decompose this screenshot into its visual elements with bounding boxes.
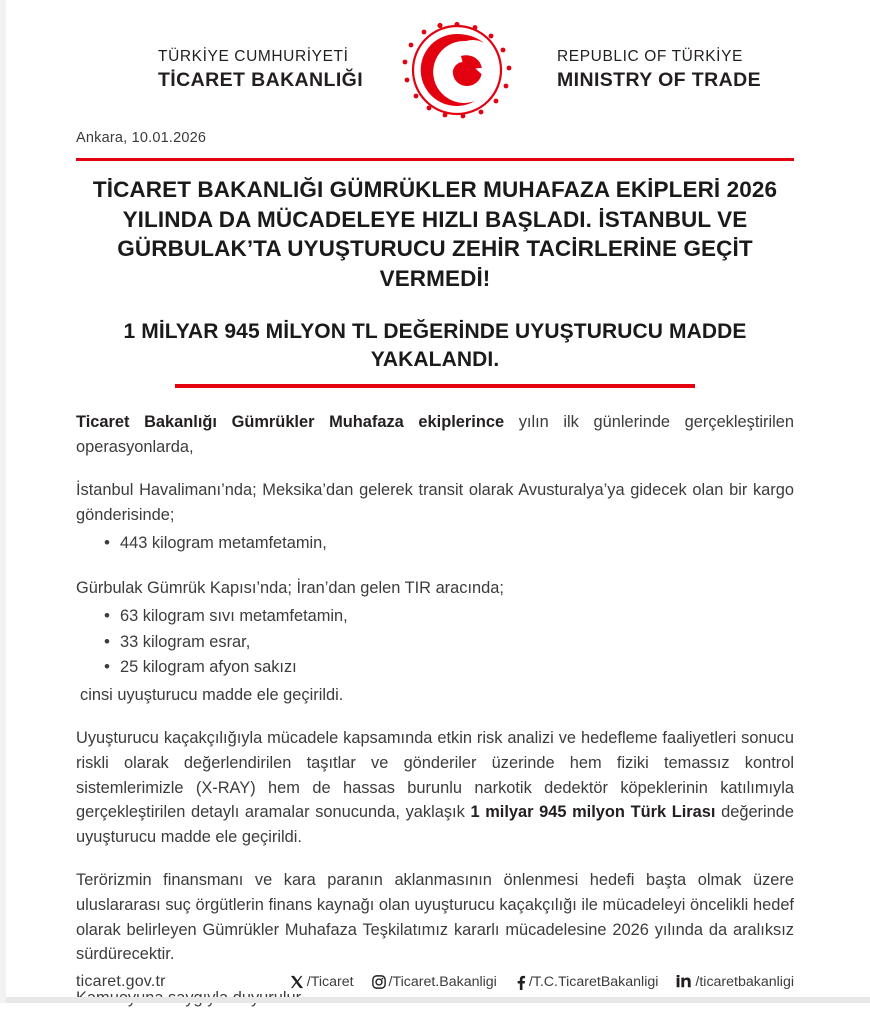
subtitle-divider-rule	[175, 384, 695, 388]
dateline: Ankara, 10.01.2026	[76, 130, 207, 146]
social-link-x[interactable]	[290, 974, 354, 990]
header-ministry-en: MINISTRY OF TRADE	[557, 68, 761, 91]
section1-list	[76, 531, 794, 556]
paragraph-four: Terörizmin finansmanı ve kara paranın aklanmasının önlenmesi hedefi başta olmak üzere uluslararası suç örgütlerin finans kaynağı olan uyuşturucu kaçakçılığı ile mücadeleyi öncelikli hedef olarak belirleyen Gümrükler Muhafaza Teşkilatımız kararlı mücadelesine 2026 yılında da aralıksız sürdürecektir.	[76, 871, 794, 964]
header-right-english	[519, 47, 794, 93]
linkedin-icon	[676, 975, 692, 989]
section2-list	[76, 604, 794, 680]
page-subtitle: 1 MİLYAR 945 MİLYON TL DEĞERİNDE UYUŞTURUCU MADDE YAKALANDI.	[123, 319, 747, 372]
lead-paragraph	[76, 410, 794, 459]
section2-intro: Gürbulak Gümrük Kapısı’nda; İran’dan gelen TIR aracında;	[76, 578, 504, 597]
list-item: • 443 kilogram metamfetamin,	[120, 531, 794, 556]
social-link-facebook[interactable]	[515, 974, 659, 990]
x-twitter-icon	[290, 975, 304, 989]
list-item: • 63 kilogram sıvı metamfetamin,	[120, 604, 794, 629]
header-divider-rule	[76, 158, 794, 161]
list-item: • 25 kilogram afyon sakızı	[120, 655, 794, 680]
list-item: • 33 kilogram esrar,	[120, 630, 794, 655]
social-links	[290, 974, 794, 990]
facebook-icon	[515, 975, 526, 990]
page-title: TİCARET BAKANLIĞI GÜMRÜKLER MUHAFAZA EKİPLERİ 2026 YILINDA DA MÜCADELEYE HIZLI BAŞLADI. İSTANBUL VE GÜRBULAK’TA UYUŞTURUCU ZEHİR TACİRLERİNE GEÇİT VERMEDİ!	[92, 177, 778, 292]
social-link-instagram[interactable]	[372, 974, 497, 990]
section2-closing: cinsi uyuşturucu madde ele geçirildi.	[80, 685, 344, 704]
paragraph-three-amount: 1 milyar 945 milyon Türk Lirası	[470, 803, 716, 822]
social-label-facebook: /T.C.TicaretBakanligi	[528, 974, 659, 990]
dateline-row	[76, 130, 794, 156]
header-country-tr: TÜRKİYE CUMHURİYETİ	[158, 47, 349, 65]
paragraph-three-part1: Uyuşturucu kaçakçılığıyla mücadele kapsamında etkin risk analizi ve hedefleme faaliyetleri sonucu riskli olarak değerlendirilen taşıtlar ve gönderiler üzerinde hem fiziki temassız kontrol sistemlerimizle (X-RAY) hem de hassas burunlu narkotik dedektör köpeklerinin katılımıyla gerçekleştirilen detaylı aramalar sonucunda, yaklaşık	[76, 729, 794, 822]
lead-bold-text: Ticaret Bakanlığı Gümrükler Muhafaza ekiplerince	[76, 412, 505, 431]
header-ministry-tr: TİCARET BAKANLIĞI	[158, 68, 364, 91]
social-label-instagram: /Ticaret.Bakanligi	[388, 974, 497, 990]
social-link-linkedin[interactable]	[676, 974, 794, 990]
header-left-turkish	[76, 47, 395, 93]
document-footer	[0, 973, 870, 991]
paragraph-three	[76, 726, 794, 849]
document-header	[76, 0, 794, 122]
left-edge-bar	[0, 0, 6, 1003]
header-country-en: REPUBLIC OF TÜRKİYE	[557, 47, 743, 65]
turkish-state-emblem-icon	[395, 20, 519, 120]
social-label-x: /Ticaret	[306, 974, 354, 990]
website-url[interactable]: ticaret.gov.tr	[76, 973, 166, 990]
lead-rest-text: yılın ilk günlerinde gerçekleştirilen operasyonlarda,	[76, 412, 794, 456]
paragraph-three-part2: değerinde uyuşturucu madde ele geçirildi.	[76, 803, 795, 846]
section1-intro: İstanbul Havalimanı’nda; Meksika’dan gelerek transit olarak Avusturalya’ya gidecek olan bir kargo gönderisinde;	[76, 481, 794, 524]
bottom-edge-bar	[0, 997, 870, 1003]
instagram-icon	[372, 975, 386, 989]
social-label-linkedin: /ticaretbakanligi	[695, 974, 794, 990]
